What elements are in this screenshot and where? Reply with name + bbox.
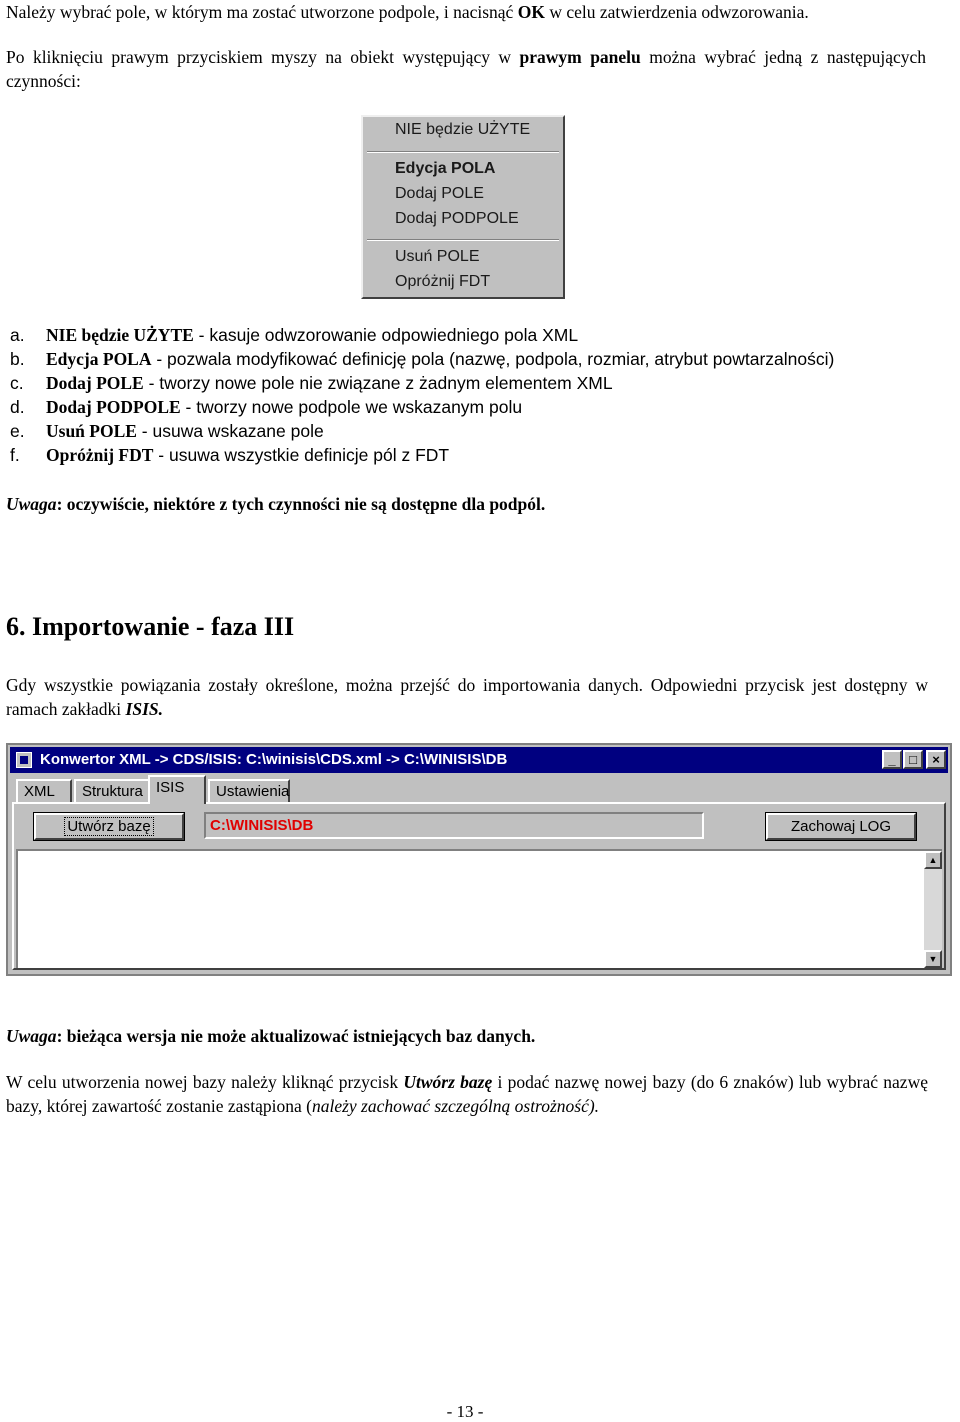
menu-separator (367, 239, 559, 241)
intro-ok-term: OK (517, 2, 545, 22)
intro-line-2-text: Po kliknięciu prawym przyciskiem myszy na obiekt występujący w (6, 47, 520, 67)
menu-item-edit-field[interactable]: Edycja POLA (395, 160, 496, 177)
menu-item-not-used[interactable]: NIE będzie UŻYTE (395, 121, 531, 138)
close-button[interactable]: × (926, 750, 946, 769)
menu-item-remove-field[interactable]: Usuń POLE (395, 248, 480, 265)
section-paragraph-text: Gdy wszystkie powiązania zostały określone, można przejść do importowania danych. Odpowiedni przycisk jest dostępny w ramach zakładki (6, 675, 928, 719)
list-term: Dodaj PODPOLE (46, 397, 181, 417)
intro-line-2-tail: można wybrać jedną z następujących czynności: (6, 47, 926, 91)
database-path-field[interactable]: C:\WINISIS\DB (204, 812, 704, 839)
list-desc: - pozwala modyfikować definicję pola (nazwę, podpola, rozmiar, atrybut powtarzalności) (151, 349, 835, 369)
tab-xml[interactable]: XML (16, 779, 72, 803)
list-term: Edycja POLA (46, 349, 152, 369)
list-desc: - usuwa wskazane pole (136, 421, 324, 441)
note-subfields (6, 492, 926, 516)
intro-line-2 (6, 45, 926, 93)
list-letter: a. (10, 325, 25, 345)
note-update (6, 1024, 926, 1048)
converter-window (6, 743, 952, 976)
scroll-down-icon[interactable]: ▼ (924, 950, 942, 968)
tab-structure[interactable]: Struktura (74, 779, 150, 803)
final-paragraph-text: W celu utworzenia nowej bazy należy kliknąć przycisk (6, 1072, 404, 1092)
note-label: Uwaga (6, 494, 57, 514)
list-term: NIE będzie UŻYTE (46, 325, 194, 345)
list-letter: c. (10, 373, 24, 393)
note-text: : bieżąca wersja nie może aktualizować istniejących baz danych. (56, 1026, 536, 1046)
list-desc: - tworzy nowe podpole we wskazanym polu (180, 397, 523, 417)
list-item (10, 419, 324, 443)
intro-right-panel-term: prawym panelu (519, 47, 641, 67)
final-paragraph-middle: i podać nazwę nowej bazy (do 6 znaków) lub wybrać nazwę bazy, której zawartość zostanie zastąpiona ( (6, 1072, 928, 1116)
final-paragraph (6, 1070, 928, 1118)
maximize-button[interactable]: □ (903, 750, 923, 769)
list-term: Dodaj POLE (46, 373, 144, 393)
list-letter: f. (10, 445, 20, 465)
note-text: : oczywiście, niektóre z tych czynności nie są dostępne dla podpól. (56, 494, 546, 514)
intro-line-1-text: Należy wybrać pole, w którym ma zostać utworzone podpole, i nacisnąć (6, 2, 518, 22)
create-database-button[interactable] (34, 813, 184, 840)
log-area[interactable] (16, 849, 942, 968)
scroll-up-icon[interactable]: ▲ (924, 851, 942, 869)
list-letter: d. (10, 397, 25, 417)
list-item (10, 371, 613, 395)
tab-isis[interactable]: ISIS (148, 775, 206, 804)
create-database-label: Utwórz bazę (64, 817, 153, 836)
section-paragraph (6, 673, 928, 721)
save-log-button[interactable]: Zachowaj LOG (766, 813, 916, 840)
intro-line-1 (6, 0, 926, 24)
isis-tab-term: ISIS. (125, 699, 163, 719)
create-database-term: Utwórz bazę (403, 1072, 493, 1092)
caution-text: należy zachować szczególną ostrożność). (311, 1096, 600, 1116)
note-label: Uwaga (6, 1026, 57, 1046)
list-item (10, 323, 578, 347)
menu-item-add-field[interactable]: Dodaj POLE (395, 185, 484, 202)
section-heading: 6. Importowanie - faza III (6, 612, 295, 641)
list-letter: e. (10, 421, 25, 441)
title-bar (10, 747, 948, 773)
list-letter: b. (10, 349, 25, 369)
list-desc: - usuwa wszystkie definicje pól z FDT (153, 445, 450, 465)
intro-line-1-tail: w celu zatwierdzenia odwzorowania. (544, 2, 809, 22)
isis-panel (12, 802, 946, 970)
window-title: Konwertor XML -> CDS/ISIS: C:\winisis\CDS.xml -> C:\WINISIS\DB (40, 751, 508, 768)
list-item (10, 395, 522, 419)
tab-settings[interactable]: Ustawienia (208, 779, 290, 803)
list-desc: - tworzy nowe pole nie związane z żadnym elementem XML (143, 373, 613, 393)
menu-item-clear-fdt[interactable]: Opróżnij FDT (395, 273, 491, 290)
app-icon (16, 752, 32, 768)
page-number: - 13 - (446, 1402, 484, 1421)
list-term: Usuń POLE (46, 421, 137, 441)
minimize-button[interactable]: _ (882, 750, 902, 769)
list-item (10, 443, 449, 467)
context-menu (361, 115, 565, 299)
menu-separator (367, 151, 559, 153)
list-term: Opróżnij FDT (46, 445, 154, 465)
menu-item-add-subfield[interactable]: Dodaj PODPOLE (395, 210, 519, 227)
log-scrollbar[interactable] (924, 851, 942, 968)
list-desc: - kasuje odwzorowanie odpowiedniego pola XML (193, 325, 579, 345)
list-item (10, 347, 834, 371)
